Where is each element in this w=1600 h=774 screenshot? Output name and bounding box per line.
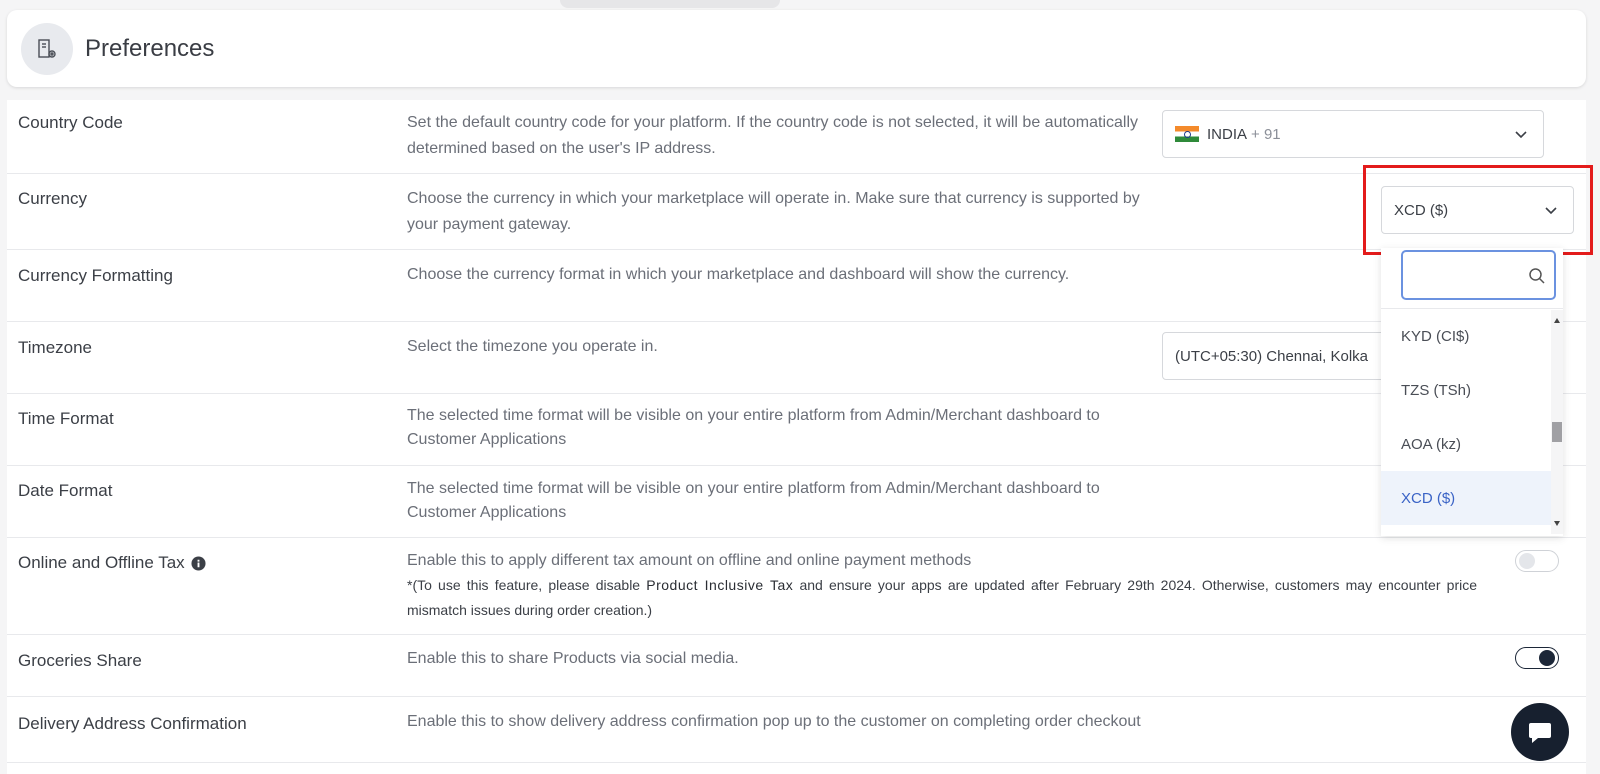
country-code-select[interactable] xyxy=(1162,110,1544,158)
row-label: Currency Formatting xyxy=(18,266,173,285)
row-label: Date Format xyxy=(18,481,113,500)
row-online-offline-tax xyxy=(7,538,1586,635)
row-label: Delivery Address Confirmation xyxy=(18,714,247,733)
tax-note-bold: Product Inclusive Tax xyxy=(646,577,794,593)
india-flag-icon xyxy=(1175,126,1199,142)
row-description: Enable this to share Products via social media. xyxy=(407,650,739,667)
row-description: Select the timezone you operate in. xyxy=(407,338,658,355)
row-description: The selected time format will be visible on your entire platform from Admin/Merchant dashboard to Customer Applications xyxy=(407,480,1100,521)
currency-option[interactable]: KYD (CI$) xyxy=(1401,327,1470,345)
row-label: Groceries Share xyxy=(18,651,142,670)
search-icon xyxy=(1528,267,1546,285)
info-icon[interactable] xyxy=(191,556,206,571)
chat-bubble-icon xyxy=(1526,718,1554,746)
page-header xyxy=(7,10,1586,87)
groceries-share-toggle[interactable] xyxy=(1515,647,1559,669)
preferences-list xyxy=(7,100,1586,774)
row-country-code xyxy=(7,100,1586,174)
currency-option[interactable]: TZS (TSh) xyxy=(1401,381,1471,399)
toggle-knob xyxy=(1519,553,1535,569)
online-offline-tax-toggle[interactable] xyxy=(1515,550,1559,572)
country-code-dial: + 91 xyxy=(1251,125,1281,143)
currency-option[interactable]: AOA (kz) xyxy=(1401,435,1462,453)
row-description: Set the default country code for your platform. If the country code is not selected, it will be automatically determined based on the user's IP address. xyxy=(407,114,1139,157)
row-description: Choose the currency in which your marketplace will operate in. Make sure that currency is supported by your payment gateway. xyxy=(407,190,1140,233)
scroll-down-arrow-icon[interactable] xyxy=(1554,521,1560,526)
dropdown-scrollbar[interactable] xyxy=(1551,310,1563,534)
tax-note xyxy=(407,573,1477,623)
row-label: Timezone xyxy=(18,338,93,357)
row-date-format xyxy=(7,466,1586,538)
top-shadow xyxy=(560,0,780,8)
settings-building-icon xyxy=(21,23,73,75)
row-description: Choose the currency format in which your marketplace and dashboard will show the currency. xyxy=(407,266,1070,283)
row-currency xyxy=(7,174,1586,250)
highlight-annotation xyxy=(1363,165,1593,255)
timezone-value: (UTC+05:30) Chennai, Kolka xyxy=(1175,347,1369,365)
row-label xyxy=(18,553,206,573)
currency-value: XCD ($) xyxy=(1394,201,1449,219)
toggle-knob xyxy=(1539,650,1555,666)
row-description xyxy=(407,549,1477,623)
row-groceries-share xyxy=(7,635,1586,697)
chat-button[interactable] xyxy=(1511,703,1569,761)
currency-dropdown xyxy=(1381,248,1563,536)
tax-note-suffix: and ensure your apps are updated after February 29th 2024. Otherwise, customers may encounter price mismatch issues during order creation.) xyxy=(407,577,1477,618)
tax-note-prefix: *(To use this feature, please disable xyxy=(407,577,647,593)
row-timezone xyxy=(7,322,1586,394)
tax-description: Enable this to apply different tax amount on offline and online payment methods xyxy=(407,552,972,569)
chevron-down-icon xyxy=(1513,127,1529,143)
row-currency-formatting xyxy=(7,250,1586,322)
currency-option-selected[interactable]: XCD ($) xyxy=(1381,471,1551,525)
row-label: Time Format xyxy=(18,409,114,428)
row-description: The selected time format will be visible on your entire platform from Admin/Merchant dashboard to Customer Applications xyxy=(407,407,1100,448)
country-code-value: INDIA xyxy=(1207,125,1248,143)
timezone-select[interactable] xyxy=(1162,332,1392,380)
row-label: Currency xyxy=(18,189,87,208)
row-time-format xyxy=(7,394,1586,466)
row-label: Country Code xyxy=(18,113,123,132)
page-title: Preferences xyxy=(85,34,215,62)
scroll-up-arrow-icon[interactable] xyxy=(1554,318,1560,323)
row-description: Enable this to show delivery address confirmation pop up to the customer on completing order checkout xyxy=(407,713,1141,730)
scrollbar-thumb[interactable] xyxy=(1552,422,1562,442)
row-delivery-address-confirmation xyxy=(7,697,1586,763)
row-label-text: Online and Offline Tax xyxy=(18,553,185,572)
currency-search-input[interactable] xyxy=(1401,250,1556,300)
